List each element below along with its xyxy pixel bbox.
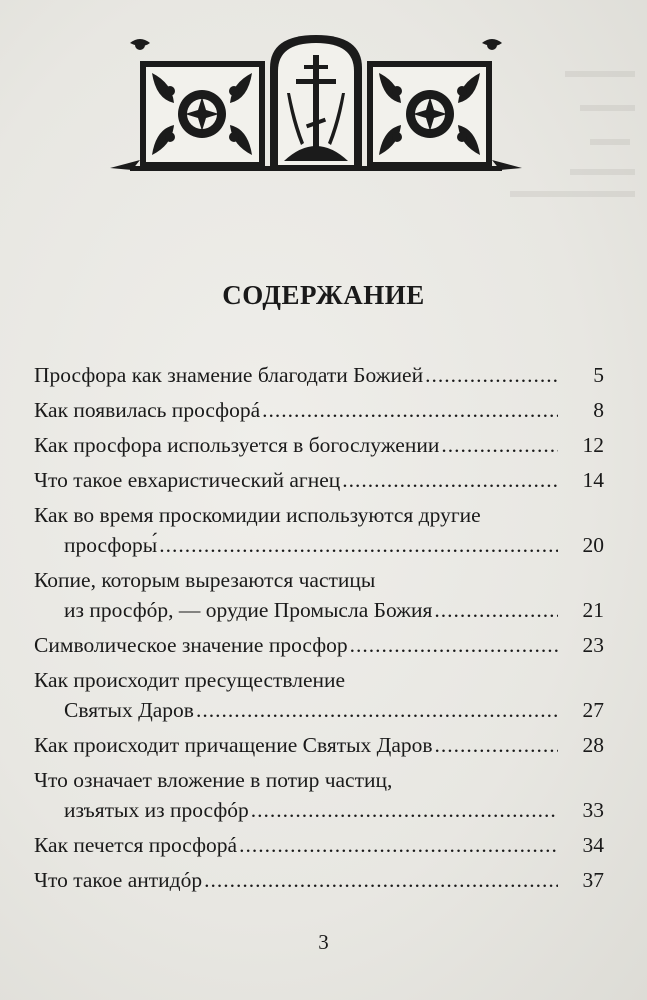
toc-entry[interactable]	[34, 430, 604, 460]
toc-entry-title-first-line: Как во время проскомидии используются другие	[34, 503, 481, 527]
toc-page-number: 12	[582, 433, 604, 457]
toc-entry-title: из просфóр, — орудие Промысла Божия	[64, 598, 433, 622]
page-number: 3	[318, 930, 329, 954]
toc-leader-dots	[350, 630, 558, 660]
toc-entry[interactable]	[34, 730, 604, 760]
toc-entry[interactable]	[34, 765, 604, 825]
toc-entry[interactable]	[34, 500, 604, 560]
toc-page-number: 14	[582, 468, 604, 492]
toc-page-number: 21	[582, 598, 604, 622]
toc-leader-dots	[425, 360, 558, 390]
toc-page-number: 37	[582, 868, 604, 892]
toc-leader-dots	[441, 430, 558, 460]
toc-page-number: 23	[582, 633, 604, 657]
toc-entry-title: Как появилась просфорá	[34, 398, 261, 422]
toc-page-number: 8	[593, 398, 604, 422]
toc-entry[interactable]	[34, 865, 604, 895]
toc-leader-dots	[204, 865, 558, 895]
toc-leader-dots	[434, 595, 558, 625]
toc-entry-title-first-line: Что означает вложение в потир частиц,	[34, 768, 393, 792]
toc-leader-dots	[159, 530, 558, 560]
toc-leader-dots	[435, 730, 558, 760]
toc-entry-title: Символическое значение просфор	[34, 633, 348, 657]
toc-entry-title: Как происходит причащение Святых Даров	[34, 733, 433, 757]
toc-entry[interactable]	[34, 630, 604, 660]
toc-entry-title-first-line: Копие, которым вырезаются частицы	[34, 568, 376, 592]
toc-page-number: 5	[593, 363, 604, 387]
toc-page-number: 33	[582, 798, 604, 822]
table-of-contents	[34, 360, 604, 900]
toc-entry-title: Просфора как знамение благодати Божией	[34, 363, 424, 387]
toc-leader-dots	[342, 465, 558, 495]
toc-entry[interactable]	[34, 565, 604, 625]
toc-leader-dots	[239, 830, 558, 860]
toc-entry[interactable]	[34, 830, 604, 860]
toc-entry-title: изъятых из просфóр	[64, 798, 249, 822]
toc-entry[interactable]	[34, 395, 604, 425]
toc-entry-title: просфоры́	[64, 533, 158, 557]
toc-leader-dots	[251, 795, 558, 825]
toc-page-number: 34	[582, 833, 604, 857]
toc-entry-title: Святых Даров	[64, 698, 194, 722]
toc-entry-title-first-line: Как происходит пресуществление	[34, 668, 346, 692]
toc-entry[interactable]	[34, 665, 604, 725]
toc-page-number: 20	[582, 533, 604, 557]
toc-page-number: 27	[582, 698, 604, 722]
toc-leader-dots	[196, 695, 558, 725]
page-title: СОДЕРЖАНИЕ	[222, 280, 425, 310]
ornamental-header-icon	[110, 33, 522, 178]
toc-page-number: 28	[582, 733, 604, 757]
toc-entry-title: Как печется просфорá	[34, 833, 238, 857]
toc-entry-title: Что такое евхаристический агнец	[34, 468, 341, 492]
toc-entry-title: Что такое антидóр	[34, 868, 203, 892]
toc-entry[interactable]	[34, 360, 604, 390]
toc-entry[interactable]	[34, 465, 604, 495]
toc-entry-title: Как просфора используется в богослужении	[34, 433, 440, 457]
toc-leader-dots	[262, 395, 558, 425]
